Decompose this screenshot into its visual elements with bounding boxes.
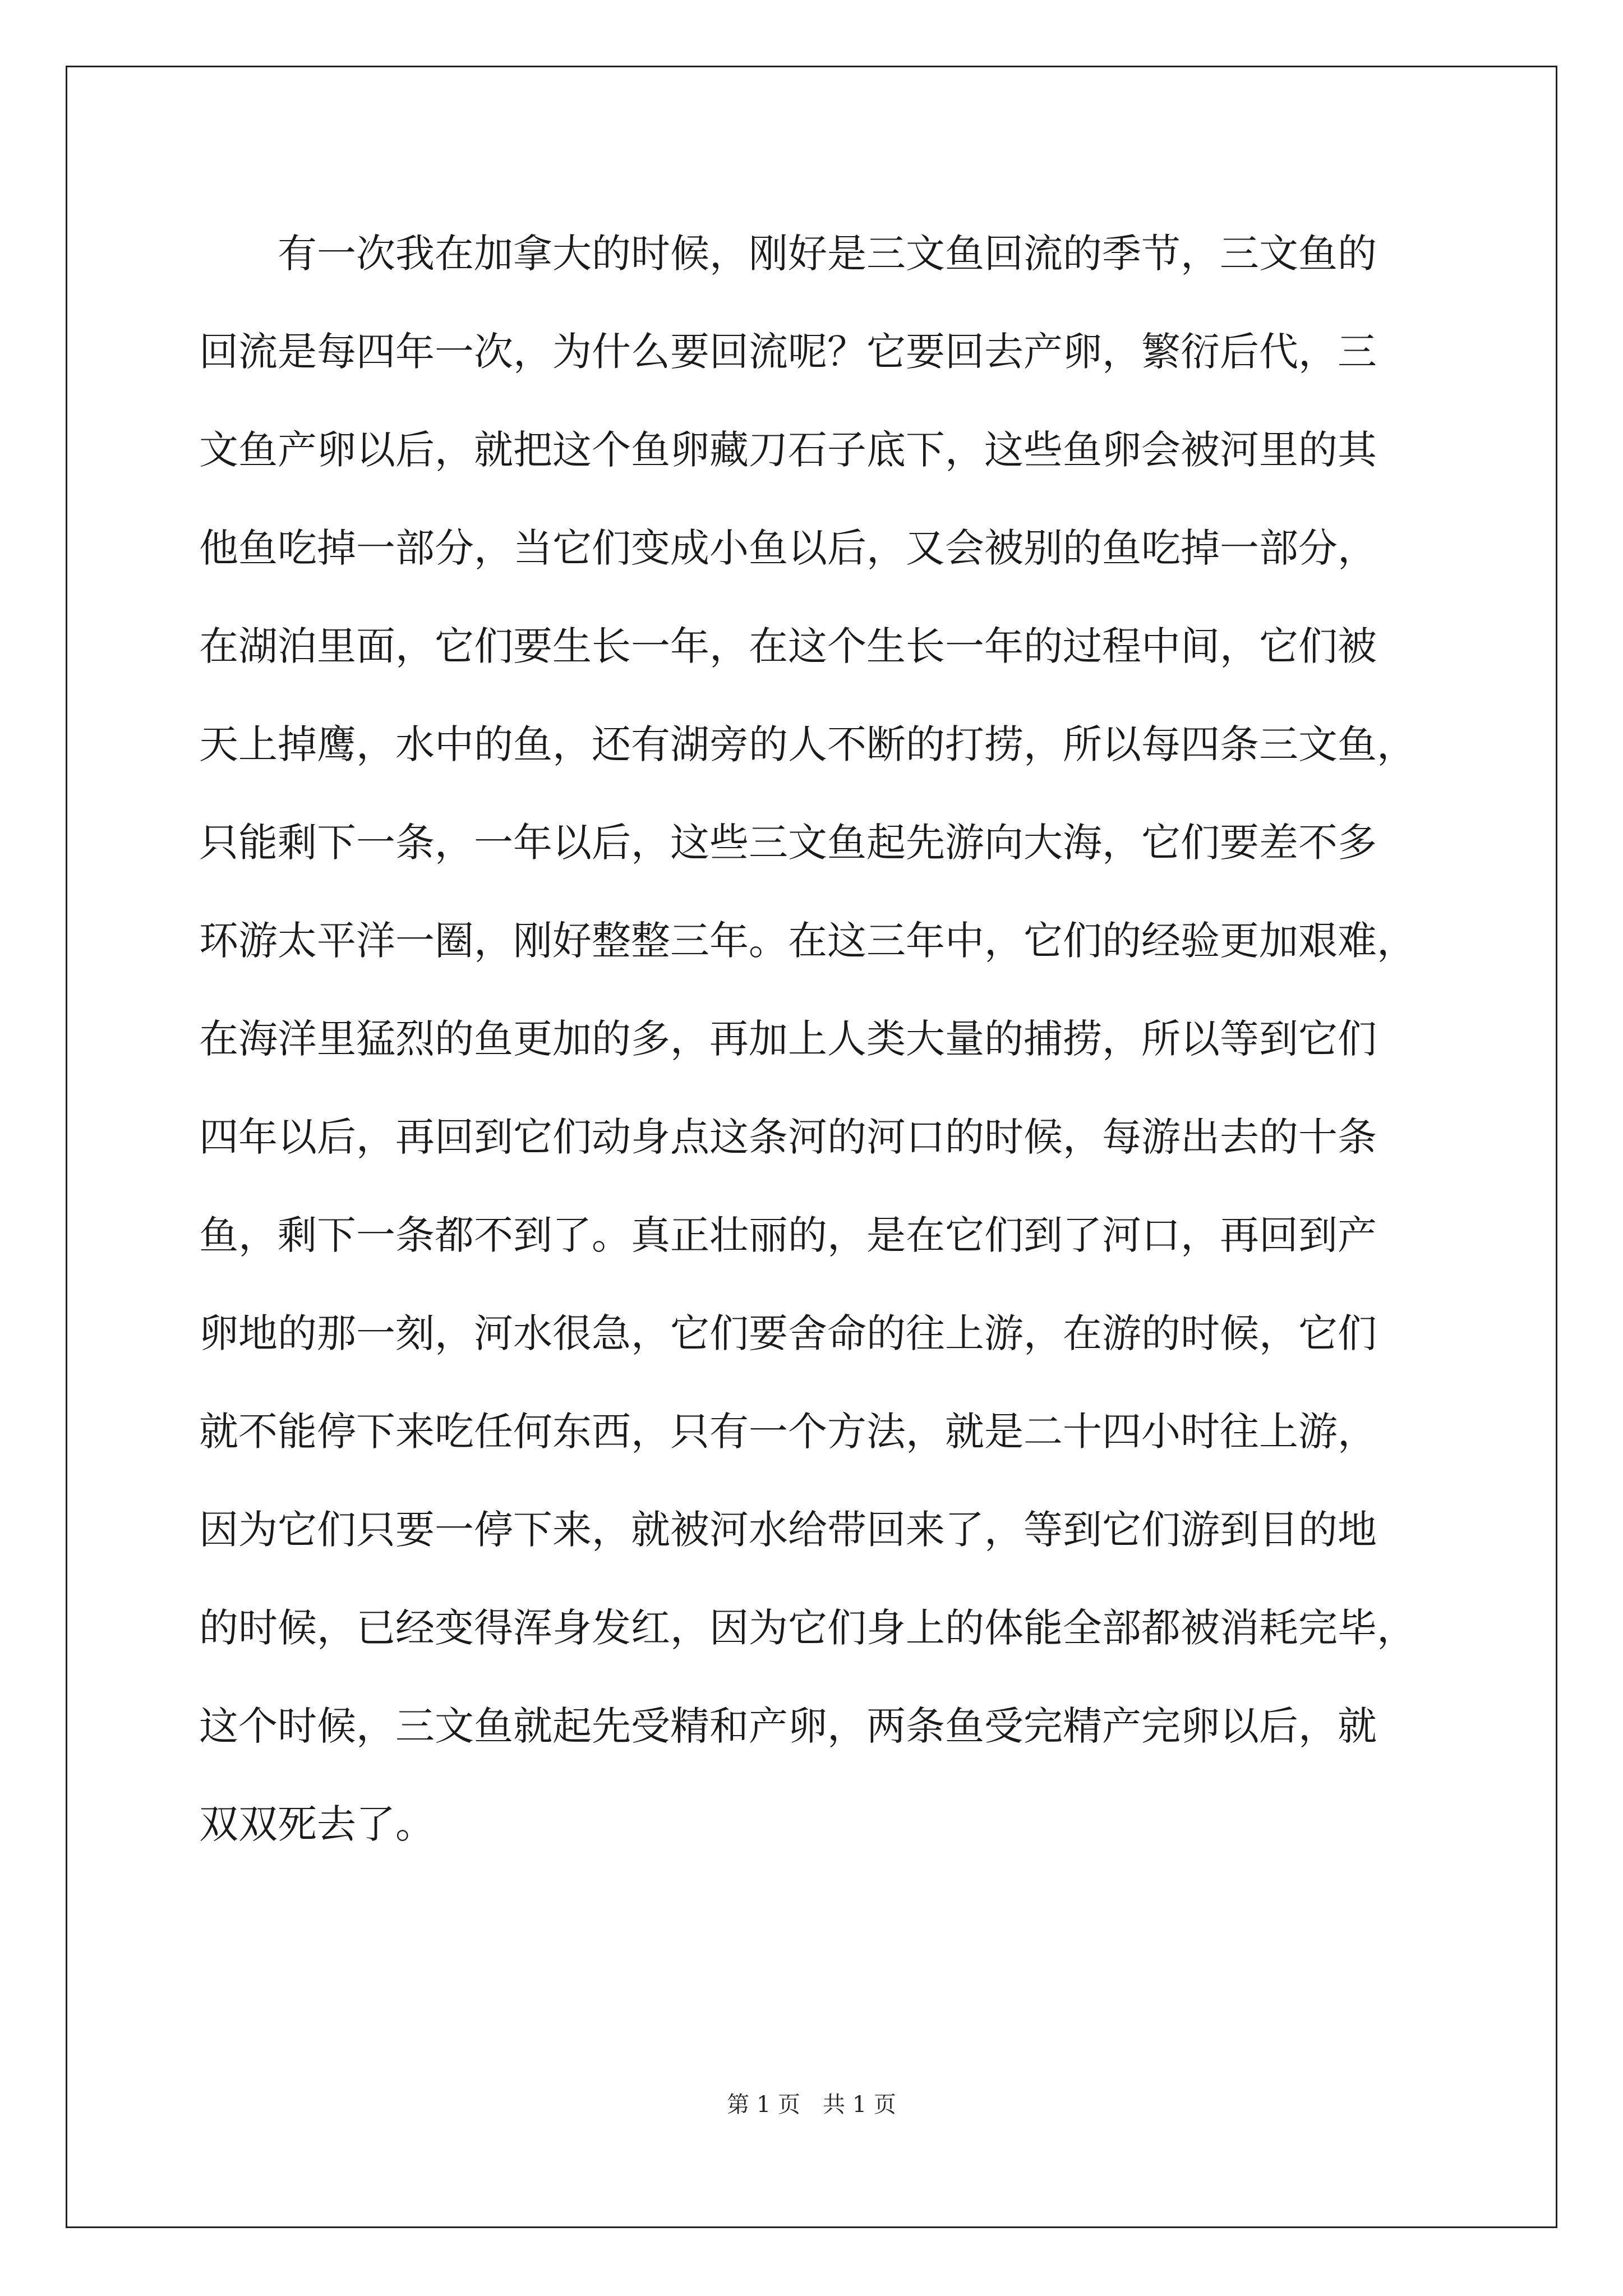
text-line-9: 在海洋里猛烈的鱼更加的多，再加上人类大量的捕捞，所以等到它们 <box>199 1016 1377 1062</box>
text-line-11: 鱼，剩下一条都不到了。真正壮丽的，是在它们到了河口，再回到产 <box>199 1212 1377 1258</box>
text-line-16: 这个时候，三文鱼就起先受精和产卵，两条鱼受完精产完卵以后，就 <box>199 1703 1377 1749</box>
text-line-5: 在湖泊里面，它们要生长一年，在这个生长一年的过程中间，它们被 <box>199 623 1377 669</box>
text-line-7: 只能剩下一条，一年以后，这些三文鱼起先游向大海，它们要差不多 <box>199 820 1377 866</box>
text-line-14: 因为它们只要一停下来，就被河水给带回来了，等到它们游到目的地 <box>199 1507 1377 1553</box>
text-line-2: 回流是每四年一次，为什么要回流呢？它要回去产卵，繁衍后代，三 <box>199 329 1377 375</box>
text-line-17: 双双死去了。 <box>199 1801 435 1847</box>
body-paragraph <box>199 205 1433 1874</box>
text-line-4: 他鱼吃掉一部分，当它们变成小鱼以后，又会被别的鱼吃掉一部分， <box>199 525 1377 571</box>
page-number-footer: 第 1 页 共 1 页 <box>727 2092 896 2118</box>
text-line-1: 有一次我在加拿大的时候，刚好是三文鱼回流的季节，三文鱼的 <box>199 231 1377 277</box>
text-line-6: 天上掉鹰，水中的鱼，还有湖旁的人不断的打捞，所以每四条三文鱼， <box>199 721 1416 767</box>
text-line-12: 卵地的那一刻，河水很急，它们要舍命的往上游，在游的时候，它们 <box>199 1310 1377 1356</box>
text-line-3: 文鱼产卵以后，就把这个鱼卵藏刀石子底下，这些鱼卵会被河里的其 <box>199 427 1377 473</box>
text-line-8: 环游太平洋一圈，刚好整整三年。在这三年中，它们的经验更加艰难， <box>199 918 1416 964</box>
text-line-15: 的时候，已经变得浑身发红，因为它们身上的体能全部都被消耗完毕， <box>199 1605 1416 1651</box>
text-line-10: 四年以后，再回到它们动身点这条河的河口的时候，每游出去的十条 <box>199 1114 1377 1160</box>
text-line-13: 就不能停下来吃任何东西，只有一个方法，就是二十四小时往上游， <box>199 1409 1377 1455</box>
